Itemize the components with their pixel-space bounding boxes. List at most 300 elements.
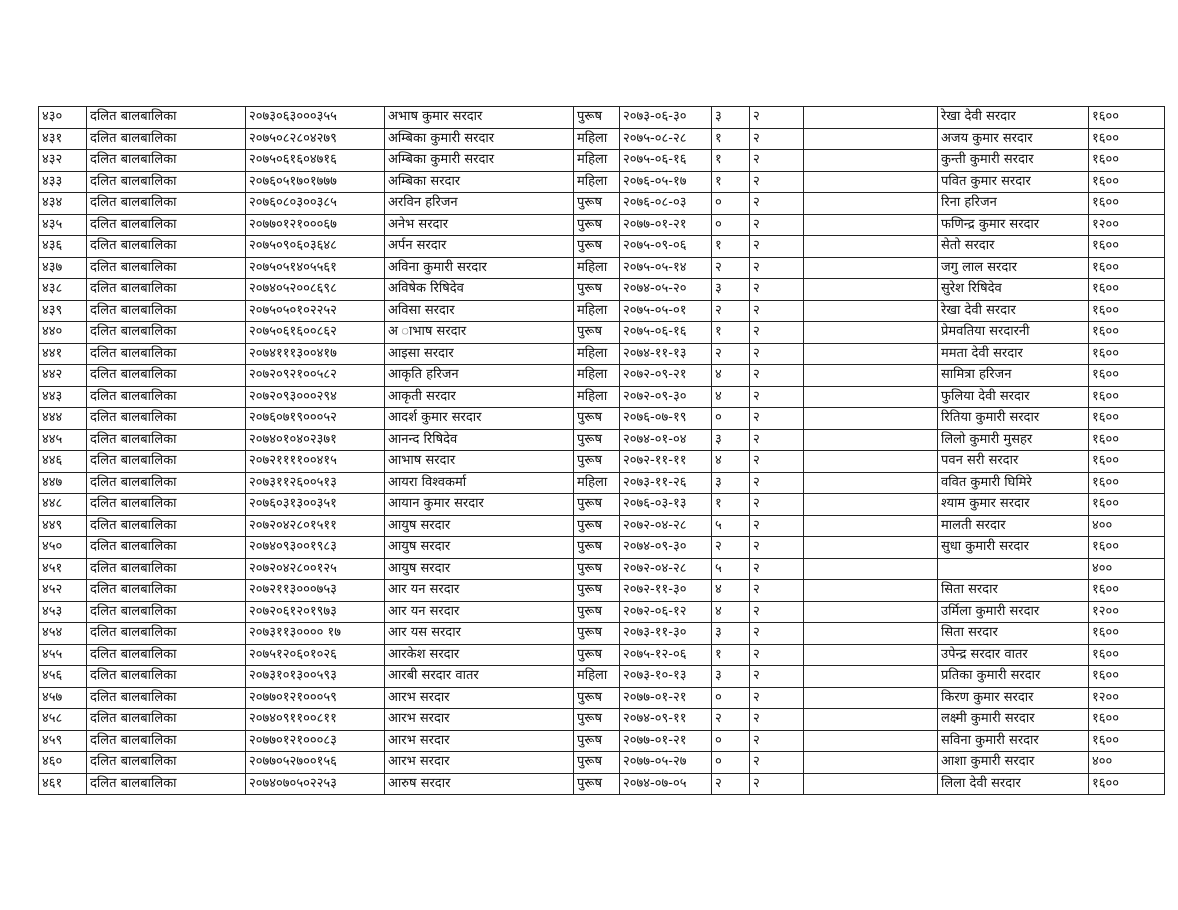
amount-cell: १२०० bbox=[1089, 214, 1165, 236]
remarks-cell bbox=[804, 257, 938, 279]
age-cell: ५ bbox=[712, 515, 750, 537]
gender-cell: पुरूष bbox=[574, 580, 620, 602]
birth-date-cell: २०७४-०९-३० bbox=[620, 537, 712, 559]
remarks-cell bbox=[804, 644, 938, 666]
guardian-name-cell: उर्मिला कुमारी सरदार bbox=[938, 601, 1089, 623]
ward-cell: २ bbox=[750, 408, 804, 430]
amount-cell: १६०० bbox=[1089, 150, 1165, 172]
birth-date-cell: २०७५-०६-१६ bbox=[620, 150, 712, 172]
remarks-cell bbox=[804, 730, 938, 752]
gender-cell: पुरूष bbox=[574, 644, 620, 666]
amount-cell: १६०० bbox=[1089, 365, 1165, 387]
ward-cell: २ bbox=[750, 730, 804, 752]
age-cell: ४ bbox=[712, 451, 750, 473]
age-cell: १ bbox=[712, 236, 750, 258]
ward-cell: २ bbox=[750, 365, 804, 387]
serial-number-cell: ४३१ bbox=[39, 128, 87, 150]
gender-cell: महिला bbox=[574, 150, 620, 172]
child-name-cell: आयान कुमार सरदार bbox=[385, 494, 574, 516]
serial-number-cell: ४३५ bbox=[39, 214, 87, 236]
gender-cell: पुरूष bbox=[574, 279, 620, 301]
ward-cell: २ bbox=[750, 150, 804, 172]
serial-number-cell: ४४० bbox=[39, 322, 87, 344]
remarks-cell bbox=[804, 623, 938, 645]
gender-cell: पुरूष bbox=[574, 773, 620, 795]
id-number-cell: २०७६०५१७०१७७७ bbox=[246, 171, 385, 193]
serial-number-cell: ४४९ bbox=[39, 515, 87, 537]
table-row bbox=[39, 537, 1165, 559]
id-number-cell: २०७५०५०१०२२५२ bbox=[246, 300, 385, 322]
age-cell: ४ bbox=[712, 601, 750, 623]
birth-date-cell: २०७३-११-२६ bbox=[620, 472, 712, 494]
table-row bbox=[39, 343, 1165, 365]
table-row bbox=[39, 730, 1165, 752]
birth-date-cell: २०७४-०१-०४ bbox=[620, 429, 712, 451]
ward-cell: २ bbox=[750, 752, 804, 774]
child-name-cell: आरभ सरदार bbox=[385, 709, 574, 731]
serial-number-cell: ४४४ bbox=[39, 408, 87, 430]
guardian-name-cell: मालती सरदार bbox=[938, 515, 1089, 537]
category-cell: दलित बालबालिका bbox=[87, 730, 246, 752]
ward-cell: २ bbox=[750, 580, 804, 602]
id-number-cell: २०७२०९३०००२९४ bbox=[246, 386, 385, 408]
serial-number-cell: ४३२ bbox=[39, 150, 87, 172]
remarks-cell bbox=[804, 279, 938, 301]
gender-cell: पुरूष bbox=[574, 730, 620, 752]
remarks-cell bbox=[804, 214, 938, 236]
guardian-name-cell: ववित कुमारी घिमिरे bbox=[938, 472, 1089, 494]
child-name-cell: आरभ सरदार bbox=[385, 687, 574, 709]
child-name-cell: अविना कुमारी सरदार bbox=[385, 257, 574, 279]
gender-cell: पुरूष bbox=[574, 236, 620, 258]
ward-cell: २ bbox=[750, 386, 804, 408]
category-cell: दलित बालबालिका bbox=[87, 343, 246, 365]
table-row bbox=[39, 171, 1165, 193]
table-row bbox=[39, 107, 1165, 129]
gender-cell: महिला bbox=[574, 171, 620, 193]
birth-date-cell: २०७४-०९-११ bbox=[620, 709, 712, 731]
remarks-cell bbox=[804, 752, 938, 774]
gender-cell: पुरूष bbox=[574, 193, 620, 215]
register-sheet bbox=[38, 106, 1164, 795]
category-cell: दलित बालबालिका bbox=[87, 515, 246, 537]
gender-cell: पुरूष bbox=[574, 687, 620, 709]
child-name-cell: आयुष सरदार bbox=[385, 558, 574, 580]
remarks-cell bbox=[804, 494, 938, 516]
category-cell: दलित बालबालिका bbox=[87, 644, 246, 666]
child-name-cell: आरभ सरदार bbox=[385, 752, 574, 774]
amount-cell: १६०० bbox=[1089, 343, 1165, 365]
gender-cell: पुरूष bbox=[574, 515, 620, 537]
table-row bbox=[39, 300, 1165, 322]
age-cell: १ bbox=[712, 128, 750, 150]
age-cell: २ bbox=[712, 773, 750, 795]
serial-number-cell: ४५३ bbox=[39, 601, 87, 623]
amount-cell: ४०० bbox=[1089, 515, 1165, 537]
table-row bbox=[39, 687, 1165, 709]
table-row bbox=[39, 322, 1165, 344]
child-name-cell: आयुष सरदार bbox=[385, 537, 574, 559]
birth-date-cell: २०७६-०५-१७ bbox=[620, 171, 712, 193]
birth-date-cell: २०७५-०९-०६ bbox=[620, 236, 712, 258]
child-name-cell: अभाष कुमार सरदार bbox=[385, 107, 574, 129]
serial-number-cell: ४३४ bbox=[39, 193, 87, 215]
guardian-name-cell: रितिया कुमारी सरदार bbox=[938, 408, 1089, 430]
category-cell: दलित बालबालिका bbox=[87, 128, 246, 150]
table-row bbox=[39, 601, 1165, 623]
id-number-cell: २०७२०९२१००५८२ bbox=[246, 365, 385, 387]
beneficiary-table bbox=[38, 106, 1165, 795]
age-cell: ३ bbox=[712, 429, 750, 451]
child-name-cell: अविसा सरदार bbox=[385, 300, 574, 322]
ward-cell: २ bbox=[750, 236, 804, 258]
ward-cell: २ bbox=[750, 515, 804, 537]
ward-cell: २ bbox=[750, 558, 804, 580]
serial-number-cell: ४३६ bbox=[39, 236, 87, 258]
category-cell: दलित बालबालिका bbox=[87, 322, 246, 344]
remarks-cell bbox=[804, 128, 938, 150]
id-number-cell: २०७६०३१३००३५१ bbox=[246, 494, 385, 516]
birth-date-cell: २०७२-११-११ bbox=[620, 451, 712, 473]
child-name-cell: अनेभ सरदार bbox=[385, 214, 574, 236]
table-row bbox=[39, 515, 1165, 537]
table-row bbox=[39, 580, 1165, 602]
serial-number-cell: ४३८ bbox=[39, 279, 87, 301]
remarks-cell bbox=[804, 300, 938, 322]
table-row bbox=[39, 709, 1165, 731]
birth-date-cell: २०७२-०९-३० bbox=[620, 386, 712, 408]
gender-cell: पुरूष bbox=[574, 322, 620, 344]
category-cell: दलित बालबालिका bbox=[87, 451, 246, 473]
table-row bbox=[39, 773, 1165, 795]
guardian-name-cell: सामित्रा हरिजन bbox=[938, 365, 1089, 387]
birth-date-cell: २०७५-०६-१६ bbox=[620, 322, 712, 344]
id-number-cell: २०७२०४२८००१२५ bbox=[246, 558, 385, 580]
serial-number-cell: ४५२ bbox=[39, 580, 87, 602]
age-cell: १ bbox=[712, 494, 750, 516]
serial-number-cell: ४३३ bbox=[39, 171, 87, 193]
amount-cell: १६०० bbox=[1089, 107, 1165, 129]
ward-cell: २ bbox=[750, 709, 804, 731]
id-number-cell: २०७४०९११००८११ bbox=[246, 709, 385, 731]
birth-date-cell: २०७४-११-१३ bbox=[620, 343, 712, 365]
gender-cell: महिला bbox=[574, 343, 620, 365]
birth-date-cell: २०७२-०४-२८ bbox=[620, 515, 712, 537]
gender-cell: पुरूष bbox=[574, 709, 620, 731]
remarks-cell bbox=[804, 687, 938, 709]
child-name-cell: आर यस सरदार bbox=[385, 623, 574, 645]
birth-date-cell: २०७७-०१-२१ bbox=[620, 730, 712, 752]
ward-cell: २ bbox=[750, 257, 804, 279]
amount-cell: १६०० bbox=[1089, 128, 1165, 150]
ward-cell: २ bbox=[750, 343, 804, 365]
amount-cell: १६०० bbox=[1089, 451, 1165, 473]
remarks-cell bbox=[804, 558, 938, 580]
ward-cell: २ bbox=[750, 687, 804, 709]
child-name-cell: अविषेक रिषिदेव bbox=[385, 279, 574, 301]
child-name-cell: आनन्द रिषिदेव bbox=[385, 429, 574, 451]
age-cell: ३ bbox=[712, 107, 750, 129]
birth-date-cell: २०७७-०१-२१ bbox=[620, 214, 712, 236]
amount-cell: १६०० bbox=[1089, 472, 1165, 494]
guardian-name-cell: प्रतिका कुमारी सरदार bbox=[938, 666, 1089, 688]
id-number-cell: २०७५०६१६००८६२ bbox=[246, 322, 385, 344]
amount-cell: १६०० bbox=[1089, 709, 1165, 731]
table-row bbox=[39, 451, 1165, 473]
category-cell: दलित बालबालिका bbox=[87, 773, 246, 795]
guardian-name-cell: उपेन्द्र सरदार वातर bbox=[938, 644, 1089, 666]
serial-number-cell: ४३७ bbox=[39, 257, 87, 279]
amount-cell: १६०० bbox=[1089, 429, 1165, 451]
gender-cell: पुरूष bbox=[574, 601, 620, 623]
remarks-cell bbox=[804, 343, 938, 365]
serial-number-cell: ४६१ bbox=[39, 773, 87, 795]
remarks-cell bbox=[804, 601, 938, 623]
age-cell: १ bbox=[712, 644, 750, 666]
gender-cell: पुरूष bbox=[574, 752, 620, 774]
ward-cell: २ bbox=[750, 644, 804, 666]
age-cell: ० bbox=[712, 752, 750, 774]
amount-cell: १६०० bbox=[1089, 773, 1165, 795]
birth-date-cell: २०७७-०५-२७ bbox=[620, 752, 712, 774]
remarks-cell bbox=[804, 365, 938, 387]
age-cell: २ bbox=[712, 709, 750, 731]
gender-cell: पुरूष bbox=[574, 214, 620, 236]
child-name-cell: आभाष सरदार bbox=[385, 451, 574, 473]
age-cell: ४ bbox=[712, 365, 750, 387]
category-cell: दलित बालबालिका bbox=[87, 623, 246, 645]
ward-cell: २ bbox=[750, 279, 804, 301]
serial-number-cell: ४३९ bbox=[39, 300, 87, 322]
table-row bbox=[39, 386, 1165, 408]
ward-cell: २ bbox=[750, 429, 804, 451]
ward-cell: २ bbox=[750, 193, 804, 215]
serial-number-cell: ४४५ bbox=[39, 429, 87, 451]
amount-cell: १२०० bbox=[1089, 687, 1165, 709]
amount-cell: १२०० bbox=[1089, 601, 1165, 623]
guardian-name-cell: पवन सरी सरदार bbox=[938, 451, 1089, 473]
category-cell: दलित बालबालिका bbox=[87, 709, 246, 731]
table-row bbox=[39, 752, 1165, 774]
amount-cell: १६०० bbox=[1089, 386, 1165, 408]
category-cell: दलित बालबालिका bbox=[87, 429, 246, 451]
guardian-name-cell: ममता देवी सरदार bbox=[938, 343, 1089, 365]
table-body bbox=[39, 107, 1165, 795]
ward-cell: २ bbox=[750, 128, 804, 150]
id-number-cell: २०७४०७०५०२२५३ bbox=[246, 773, 385, 795]
serial-number-cell: ४४२ bbox=[39, 365, 87, 387]
guardian-name-cell: किरण कुमार सरदार bbox=[938, 687, 1089, 709]
age-cell: ५ bbox=[712, 558, 750, 580]
remarks-cell bbox=[804, 429, 938, 451]
category-cell: दलित बालबालिका bbox=[87, 666, 246, 688]
remarks-cell bbox=[804, 236, 938, 258]
category-cell: दलित बालबालिका bbox=[87, 257, 246, 279]
gender-cell: महिला bbox=[574, 128, 620, 150]
id-number-cell: २०७२११११००४१५ bbox=[246, 451, 385, 473]
id-number-cell: २०७५०९०६०३६४८ bbox=[246, 236, 385, 258]
gender-cell: पुरूष bbox=[574, 107, 620, 129]
category-cell: दलित बालबालिका bbox=[87, 580, 246, 602]
birth-date-cell: २०७७-०१-२१ bbox=[620, 687, 712, 709]
child-name-cell: अम्बिका कुमारी सरदार bbox=[385, 128, 574, 150]
id-number-cell: २०७३११३०००० १७ bbox=[246, 623, 385, 645]
id-number-cell: २०७२०४२८०१५११ bbox=[246, 515, 385, 537]
category-cell: दलित बालबालिका bbox=[87, 107, 246, 129]
id-number-cell: २०७४०५२००८६९८ bbox=[246, 279, 385, 301]
serial-number-cell: ४५६ bbox=[39, 666, 87, 688]
serial-number-cell: ४५५ bbox=[39, 644, 87, 666]
category-cell: दलित बालबालिका bbox=[87, 193, 246, 215]
age-cell: ० bbox=[712, 193, 750, 215]
id-number-cell: २०७४०१०४०२३७१ bbox=[246, 429, 385, 451]
category-cell: दलित बालबालिका bbox=[87, 236, 246, 258]
guardian-name-cell: लिलो कुमारी मुसहर bbox=[938, 429, 1089, 451]
age-cell: ३ bbox=[712, 623, 750, 645]
gender-cell: महिला bbox=[574, 472, 620, 494]
table-row bbox=[39, 193, 1165, 215]
category-cell: दलित बालबालिका bbox=[87, 150, 246, 172]
birth-date-cell: २०७६-०७-१९ bbox=[620, 408, 712, 430]
id-number-cell: २०७३११२६००५१३ bbox=[246, 472, 385, 494]
child-name-cell: आकृती सरदार bbox=[385, 386, 574, 408]
ward-cell: २ bbox=[750, 773, 804, 795]
serial-number-cell: ४५१ bbox=[39, 558, 87, 580]
table-row bbox=[39, 365, 1165, 387]
guardian-name-cell: सिता सरदार bbox=[938, 580, 1089, 602]
amount-cell: १६०० bbox=[1089, 666, 1165, 688]
table-row bbox=[39, 150, 1165, 172]
remarks-cell bbox=[804, 472, 938, 494]
child-name-cell: आयरा विश्वकर्मा bbox=[385, 472, 574, 494]
ward-cell: २ bbox=[750, 494, 804, 516]
ward-cell: २ bbox=[750, 322, 804, 344]
id-number-cell: २०७२०६१२०१९७३ bbox=[246, 601, 385, 623]
remarks-cell bbox=[804, 709, 938, 731]
amount-cell: ४०० bbox=[1089, 752, 1165, 774]
child-name-cell: आरकेश सरदार bbox=[385, 644, 574, 666]
age-cell: २ bbox=[712, 537, 750, 559]
category-cell: दलित बालबालिका bbox=[87, 408, 246, 430]
serial-number-cell: ४६० bbox=[39, 752, 87, 774]
amount-cell: १६०० bbox=[1089, 580, 1165, 602]
category-cell: दलित बालबालिका bbox=[87, 300, 246, 322]
serial-number-cell: ४३० bbox=[39, 107, 87, 129]
age-cell: ३ bbox=[712, 666, 750, 688]
gender-cell: पुरूष bbox=[574, 537, 620, 559]
birth-date-cell: २०७४-०५-२० bbox=[620, 279, 712, 301]
serial-number-cell: ४५८ bbox=[39, 709, 87, 731]
remarks-cell bbox=[804, 171, 938, 193]
remarks-cell bbox=[804, 193, 938, 215]
serial-number-cell: ४४१ bbox=[39, 343, 87, 365]
id-number-cell: २०७५१२०६०१०२६ bbox=[246, 644, 385, 666]
serial-number-cell: ४४८ bbox=[39, 494, 87, 516]
birth-date-cell: २०७२-०९-२१ bbox=[620, 365, 712, 387]
birth-date-cell: २०७२-०४-२८ bbox=[620, 558, 712, 580]
amount-cell: १६०० bbox=[1089, 408, 1165, 430]
remarks-cell bbox=[804, 107, 938, 129]
table-row bbox=[39, 558, 1165, 580]
child-name-cell: अरविन हरिजन bbox=[385, 193, 574, 215]
child-name-cell: अर्पन सरदार bbox=[385, 236, 574, 258]
remarks-cell bbox=[804, 666, 938, 688]
table-row bbox=[39, 408, 1165, 430]
age-cell: ४ bbox=[712, 386, 750, 408]
serial-number-cell: ४५४ bbox=[39, 623, 87, 645]
guardian-name-cell: सिता सरदार bbox=[938, 623, 1089, 645]
gender-cell: पुरूष bbox=[574, 451, 620, 473]
guardian-name-cell: सविना कुमारी सरदार bbox=[938, 730, 1089, 752]
amount-cell: १६०० bbox=[1089, 236, 1165, 258]
id-number-cell: २०७७०१२१०००५९ bbox=[246, 687, 385, 709]
guardian-name-cell: सेतो सरदार bbox=[938, 236, 1089, 258]
age-cell: २ bbox=[712, 343, 750, 365]
guardian-name-cell: रिना हरिजन bbox=[938, 193, 1089, 215]
category-cell: दलित बालबालिका bbox=[87, 494, 246, 516]
category-cell: दलित बालबालिका bbox=[87, 214, 246, 236]
child-name-cell: अम्बिका सरदार bbox=[385, 171, 574, 193]
guardian-name-cell: सुधा कुमारी सरदार bbox=[938, 537, 1089, 559]
amount-cell: १६०० bbox=[1089, 257, 1165, 279]
table-row bbox=[39, 257, 1165, 279]
serial-number-cell: ४५९ bbox=[39, 730, 87, 752]
id-number-cell: २०७६०७१९०००५२ bbox=[246, 408, 385, 430]
amount-cell: १६०० bbox=[1089, 193, 1165, 215]
ward-cell: २ bbox=[750, 601, 804, 623]
id-number-cell: २०७३१०१३००५९३ bbox=[246, 666, 385, 688]
guardian-name-cell: जगु लाल सरदार bbox=[938, 257, 1089, 279]
id-number-cell: २०७४०९३००१९८३ bbox=[246, 537, 385, 559]
category-cell: दलित बालबालिका bbox=[87, 365, 246, 387]
table-row bbox=[39, 666, 1165, 688]
gender-cell: पुरूष bbox=[574, 558, 620, 580]
remarks-cell bbox=[804, 408, 938, 430]
child-name-cell: आरुष सरदार bbox=[385, 773, 574, 795]
age-cell: १ bbox=[712, 322, 750, 344]
serial-number-cell: ४४३ bbox=[39, 386, 87, 408]
ward-cell: २ bbox=[750, 107, 804, 129]
guardian-name-cell: रेखा देवी सरदार bbox=[938, 107, 1089, 129]
guardian-name-cell: रेखा देवी सरदार bbox=[938, 300, 1089, 322]
remarks-cell bbox=[804, 451, 938, 473]
id-number-cell: २०७७०१२१०००६७ bbox=[246, 214, 385, 236]
category-cell: दलित बालबालिका bbox=[87, 171, 246, 193]
ward-cell: २ bbox=[750, 472, 804, 494]
birth-date-cell: २०७२-०६-१२ bbox=[620, 601, 712, 623]
remarks-cell bbox=[804, 580, 938, 602]
amount-cell: १६०० bbox=[1089, 623, 1165, 645]
age-cell: २ bbox=[712, 257, 750, 279]
age-cell: ३ bbox=[712, 279, 750, 301]
id-number-cell: २०७३०६३०००३५५ bbox=[246, 107, 385, 129]
amount-cell: १६०० bbox=[1089, 644, 1165, 666]
guardian-name-cell: सुरेश रिषिदेव bbox=[938, 279, 1089, 301]
guardian-name-cell: लिला देवी सरदार bbox=[938, 773, 1089, 795]
child-name-cell: आरभ सरदार bbox=[385, 730, 574, 752]
ward-cell: २ bbox=[750, 451, 804, 473]
age-cell: ० bbox=[712, 214, 750, 236]
amount-cell: १६०० bbox=[1089, 494, 1165, 516]
age-cell: २ bbox=[712, 300, 750, 322]
category-cell: दलित बालबालिका bbox=[87, 472, 246, 494]
guardian-name-cell: श्याम कुमार सरदार bbox=[938, 494, 1089, 516]
serial-number-cell: ४५७ bbox=[39, 687, 87, 709]
age-cell: १ bbox=[712, 171, 750, 193]
age-cell: ३ bbox=[712, 472, 750, 494]
table-row bbox=[39, 236, 1165, 258]
age-cell: ० bbox=[712, 687, 750, 709]
